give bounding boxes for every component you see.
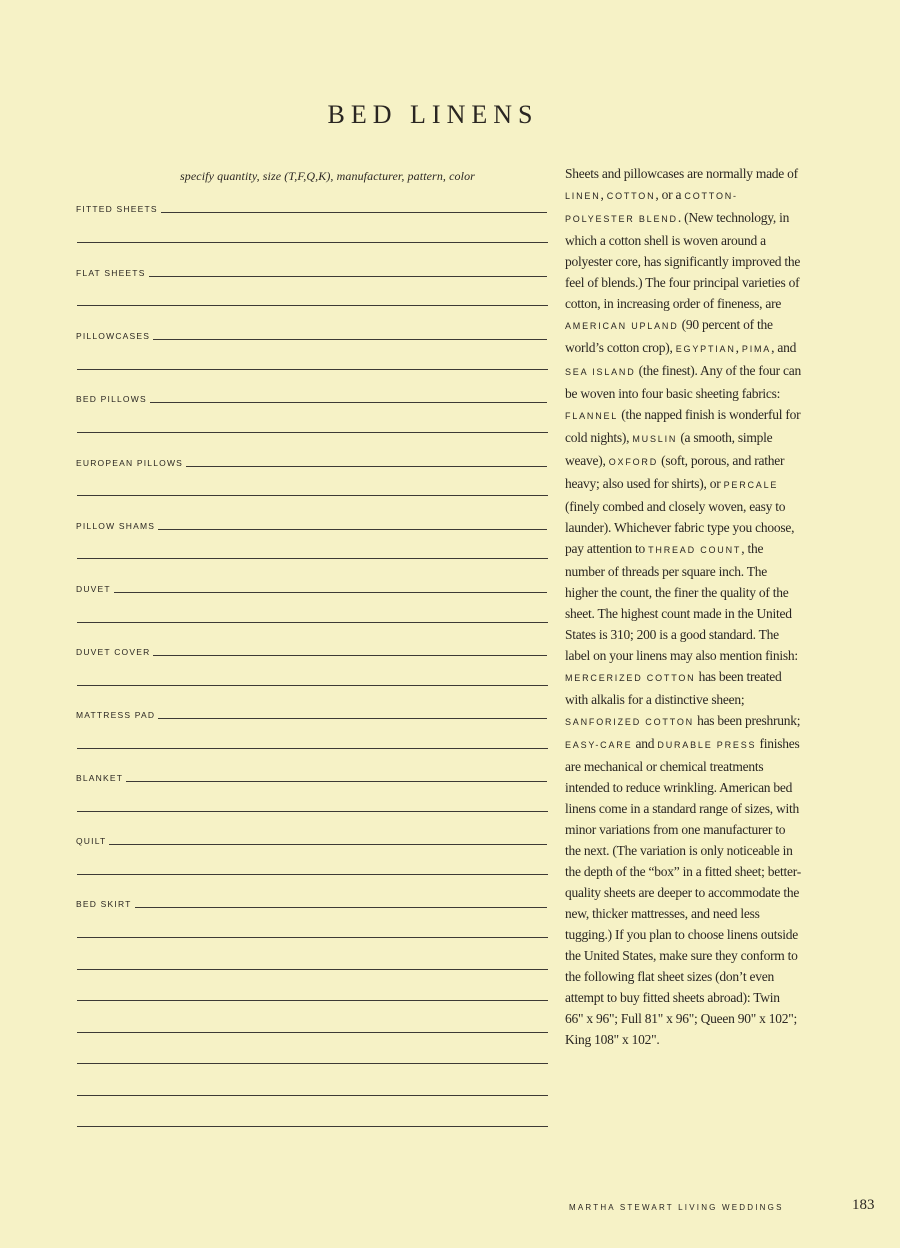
blanket-field[interactable] [76,769,547,783]
duvet-cover-label: DUVET COVER [76,647,151,657]
term-linen: LINEN [565,191,601,201]
term-pima: PIMA [741,344,772,354]
blank-line-4[interactable] [77,1032,548,1033]
flat-sheets-line[interactable] [149,276,547,277]
page-title: BED LINENS [327,100,539,129]
term-cotton: COTTON [606,191,656,201]
term-thread-count: THREAD COUNT [648,545,742,555]
term-american-upland: AMERICAN UPLAND [565,321,679,331]
blank-line-6[interactable] [77,1095,548,1096]
fitted-sheets-line[interactable] [161,212,547,213]
body-text: Sheets and pillowcases are normally made of LINEN, COTTON, or a COTTON-POLYESTER BLEND. (New technology, in which a cotton shell is woven around a polyester core, has significantly improved the feel of blends.) The four principal varieties of cotton, in increasing order of fineness, are AMERICAN UPLAND (90 percent of the world’s cotton crop), EGYPTIAN, PIMA, and SEA ISLAND (the finest). Any of the four can be woven into four basic sheeting fabrics: FLANNEL (the napped finish is wonderful for cold nights), MUSLIN (a smooth, simple weave), OXFORD (soft, porous, and rather heavy; also used for shirts), or PERCALE (finely combed and closely woven, easy to launder). Whichever fabric type you choose, pay attention to THREAD COUNT, the number of threads per square inch. The higher the count, the finer the quality of the sheet. The highest count made in the United States is 310; 200 is a good standard. The label on your linens may also mention finish: MERCERIZED COTTON has been treated with alkalis for a distinctive sheen; SANFORIZED COTTON has been preshrunk; EASY-CARE and DURABLE PRESS finishes are mechanical or chemical treatments intended to reduce wrinkling. American bed linens come in a standard range of sizes, with minor variations from one manufacturer to the next. (The variation is only noticeable in the depth of the “box” in a fitted sheet; better-quality sheets are deeper to accommodate the new, thicker mattresses, and need less tugging.) If you plan to choose linens outside the United States, make sure they conform to the following flat sheet sizes (don’t even attempt to buy fitted sheets abroad): Twin 66" x 96"; Full 81" x 96"; Queen 90" x 102"; King 108" x 102". [565,166,802,1047]
bed-skirt-line[interactable] [135,907,547,908]
duvet-cover-field[interactable] [76,643,547,657]
bed-skirt-label: BED SKIRT [76,899,132,909]
fitted-sheets-label: FITTED SHEETS [76,204,158,214]
mattress-pad-field[interactable] [76,706,547,720]
duvet-cover-line-2[interactable] [77,685,548,686]
term-muslin: MUSLIN [632,434,678,444]
mattress-pad-line-2[interactable] [77,748,548,749]
flat-sheets-label: FLAT SHEETS [76,268,146,278]
pillow-shams-line[interactable] [158,529,547,530]
bed-pillows-line-2[interactable] [77,432,548,433]
bed-pillows-field[interactable] [76,390,547,404]
quilt-label: QUILT [76,836,107,846]
term-mercerized-cotton: MERCERIZED COTTON [565,673,696,683]
pillowcases-line[interactable] [153,339,547,340]
pillow-shams-line-2[interactable] [77,558,548,559]
pillow-shams-label: PILLOW SHAMS [76,521,156,531]
term-durable-press: DURABLE PRESS [657,740,757,750]
duvet-line[interactable] [114,592,547,593]
mattress-pad-line[interactable] [158,718,547,719]
term-cotton-polyester: COTTON-POLYESTER BLEND [565,191,738,224]
term-oxford: OXFORD [608,457,659,467]
term-easy-care: EASY-CARE [565,740,633,750]
duvet-field[interactable] [76,580,547,594]
blank-line-7[interactable] [77,1126,548,1127]
blank-line-5[interactable] [77,1063,548,1064]
european-pillows-line-2[interactable] [77,495,548,496]
blanket-line[interactable] [126,781,547,782]
blanket-label: BLANKET [76,773,124,783]
blanket-line-2[interactable] [77,811,548,812]
bed-pillows-line[interactable] [150,402,547,403]
fitted-sheets-field[interactable] [76,200,547,214]
form-instructions: specify quantity, size (T,F,Q,K), manufacturer, pattern, color [180,169,475,183]
pillowcases-label: PILLOWCASES [76,331,151,341]
european-pillows-label: EUROPEAN PILLOWS [76,458,184,468]
term-sea-island: SEA ISLAND [565,367,636,377]
running-footer: MARTHA STEWART LIVING WEDDINGS [569,1203,784,1212]
european-pillows-line[interactable] [186,466,547,467]
blank-line-3[interactable] [77,1000,548,1001]
blank-line-1[interactable] [77,937,548,938]
fitted-sheets-line-2[interactable] [77,242,548,243]
term-egyptian: EGYPTIAN [675,344,736,354]
page-number: 183 [852,1197,875,1213]
pillowcases-field[interactable] [76,327,547,341]
european-pillows-field[interactable] [76,454,547,468]
term-percale: PERCALE [723,480,779,490]
bed-skirt-field[interactable] [76,895,547,909]
duvet-line-2[interactable] [77,622,548,623]
flat-sheets-field[interactable] [76,264,547,278]
quilt-line[interactable] [109,844,547,845]
bed-pillows-label: BED PILLOWS [76,394,147,404]
blank-line-2[interactable] [77,969,548,970]
quilt-field[interactable] [76,832,547,846]
pillowcases-line-2[interactable] [77,369,548,370]
mattress-pad-label: MATTRESS PAD [76,710,156,720]
term-flannel: FLANNEL [565,411,619,421]
duvet-label: DUVET [76,584,111,594]
flat-sheets-line-2[interactable] [77,305,548,306]
duvet-cover-line[interactable] [153,655,547,656]
pillow-shams-field[interactable] [76,517,547,531]
term-sanforized-cotton: SANFORIZED COTTON [565,717,694,727]
quilt-line-2[interactable] [77,874,548,875]
